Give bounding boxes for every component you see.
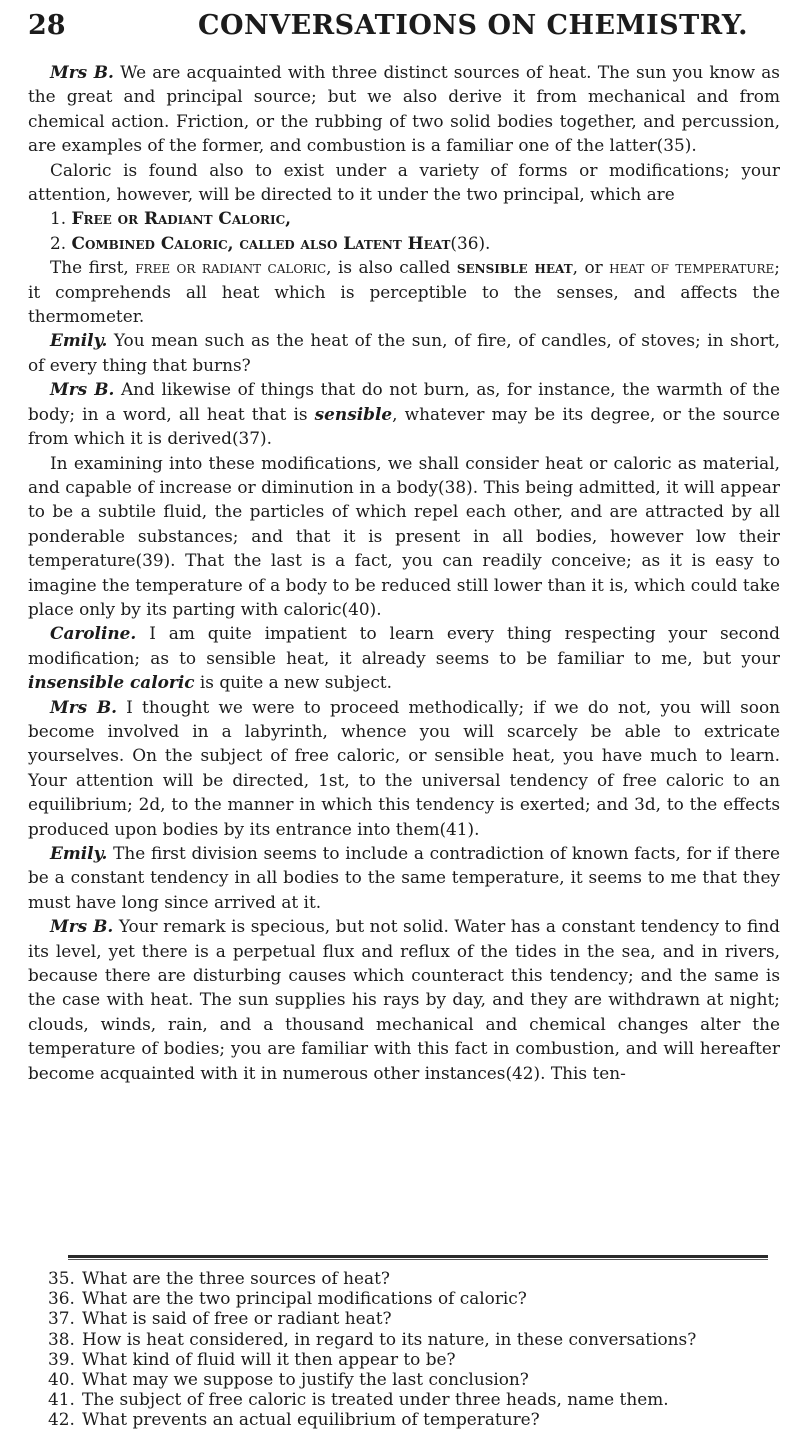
footnote-divider-thin	[68, 1259, 768, 1260]
paragraph: The first, free or radiant caloric, is also called sensible heat, or heat of temperature; it comprehends all heat which is perceptible to the senses, and affects the thermometer.	[28, 257, 780, 327]
list-item: 1. Free or Radiant Caloric,	[50, 208, 292, 229]
paragraph: In examining into these modifications, we shall consider heat or caloric as material, and capable of increase or diminution in a body(38). This being admitted, it will appear to be a subtile fluid, the particles of which repel each other, and are attracted by all ponderable substances; and that it is present in all bodies, however low their temperature(39). That the last is a fact, you can readily conceive; as it is easy to imagine the temperature of a body to be reduced still lower than it is, which could take place only by its parting with caloric(40).	[28, 452, 780, 619]
book-page	[28, 0, 780, 1430]
paragraph: Caroline. I am quite impatient to learn every thing respecting your second modification; as to sensible heat, it already seems to be familiar to me, but your insensible caloric is quite a new subject.	[28, 623, 780, 693]
speaker-name: Caroline.	[50, 623, 137, 644]
question-item: 37. What is said of free or radiant heat?	[48, 1308, 392, 1329]
main-text	[28, 60, 780, 1085]
question-item: 40. What may we suppose to justify the last conclusion?	[48, 1369, 529, 1390]
speaker-name: Mrs B.	[50, 916, 114, 937]
question-item: 38. How is heat considered, in regard to its nature, in these conversations?	[48, 1328, 697, 1349]
speaker-name: Emily.	[50, 330, 108, 351]
paragraph: Emily. You mean such as the heat of the sun, of fire, of candles, of stoves; in short, of every thing that burns?	[28, 330, 780, 375]
paragraph: Mrs B. And likewise of things that do not burn, as, for instance, the warmth of the body; in a word, all heat that is sensible, whatever may be its degree, or the source from which it is derived(37).	[28, 379, 780, 449]
page-number: 28	[28, 10, 66, 41]
question-item: 36. What are the two principal modifications of caloric?	[48, 1288, 527, 1309]
list-item: 2. Combined Caloric, called also Latent Heat(36).	[50, 232, 491, 253]
speaker-name: Mrs B.	[50, 62, 114, 82]
question-item: 39. What kind of fluid will it then appear to be?	[48, 1348, 456, 1369]
speaker-name: Mrs B.	[50, 379, 115, 400]
paragraph: Mrs B. Your remark is specious, but not solid. Water has a constant tendency to find its level, yet there is a perpetual flux and reflux of the tides in the sea, and in rivers, because there are disturbing causes which counteract this tendency; and the same is the case with heat. The sun supplies his rays by day, and they are withdrawn at night; clouds, winds, rain, and a thousand mechanical and chemical changes alter the temperature of bodies; you are familiar with this fact in combustion, and will hereafter become acquainted with it in numerous other instances(42). This ten-	[28, 916, 780, 1083]
question-item: 42. What prevents an actual equilibrium of temperature?	[48, 1409, 540, 1430]
paragraph: Mrs B. We are acquainted with three distinct sources of heat. The sun you know as the great and principal source; but we also derive it from mechanical and from chemical action. Friction, or the rubbing of two solid bodies together, and percussion, are examples of the former, and combustion is a familiar one of the latter(35).	[28, 62, 780, 156]
footnote-divider	[68, 1255, 768, 1258]
question-item: 35. What are the three sources of heat?	[48, 1268, 390, 1288]
study-questions	[48, 1268, 780, 1430]
paragraph: Mrs B. I thought we were to proceed methodically; if we do not, you will soon become involved in a labyrinth, whence you will scarcely be able to extricate yourselves. On the subject of free caloric, or sensible heat, you have much to learn. Your attention will be directed, 1st, to the universal tendency of free caloric to an equilibrium; 2d, to the manner in which this tendency is exerted; and 3d, to the effects produced upon bodies by its entrance into them(41).	[28, 696, 780, 839]
paragraph: Emily. The first division seems to include a contradiction of known facts, for if there be a constant tendency in all bodies to the same temperature, it seems to me that they must have long since arrived at it.	[28, 843, 780, 912]
running-title: CONVERSATIONS ON CHEMISTRY.	[198, 10, 749, 41]
page-header	[28, 4, 780, 52]
question-item: 41. The subject of free caloric is treated under three heads, name them.	[48, 1389, 669, 1410]
paragraph: Caloric is found also to exist under a variety of forms or modifications; your attention, however, will be directed to it under the two principal, which are	[28, 159, 780, 205]
speaker-name: Emily.	[50, 843, 108, 863]
speaker-name: Mrs B.	[50, 696, 117, 717]
